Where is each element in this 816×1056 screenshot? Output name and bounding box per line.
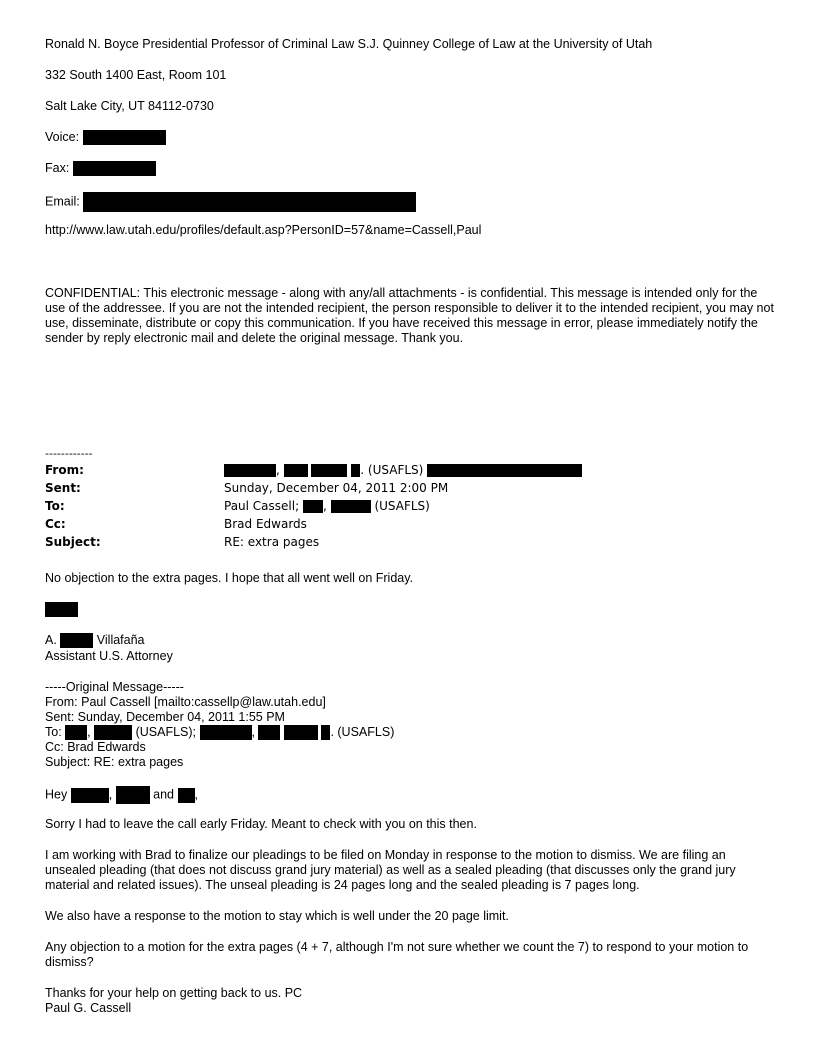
to-usafls: (USAFLS) [374, 499, 430, 513]
address-line-2: Salt Lake City, UT 84112-0730 [45, 99, 214, 113]
original-subject: Subject: RE: extra pages [45, 755, 184, 769]
redaction-block [116, 786, 150, 804]
sent-value: Sunday, December 04, 2011 2:00 PM [224, 481, 449, 495]
cc-value: Brad Edwards [224, 517, 307, 531]
signoff: Paul G. Cassell [45, 1001, 132, 1015]
to-label: To: [45, 499, 65, 513]
email-label: Email: [45, 194, 80, 209]
voice-label: Voice: [45, 130, 80, 144]
redaction-block [71, 788, 109, 803]
greeting-hey: Hey [45, 787, 68, 802]
original-message-divider: -----Original Message----- [45, 680, 184, 694]
redaction-block [83, 130, 166, 145]
redaction-block [224, 464, 276, 477]
redaction-block [427, 464, 582, 477]
original-to-usafls-2: . (USAFLS) [330, 725, 395, 739]
redaction-block [60, 633, 93, 648]
reply-signature-name [45, 633, 145, 648]
from-value: , . (USAFLS) [224, 463, 582, 477]
cc-label: Cc: [45, 517, 66, 531]
body-paragraph-1: Sorry I had to leave the call early Friday. Meant to check with you on this then. [45, 817, 477, 831]
fax-label: Fax: [45, 161, 70, 175]
redaction-block [351, 464, 360, 477]
redaction-block [303, 500, 323, 513]
confidential-notice: CONFIDENTIAL: This electronic message - along with any/all attachments - is confidential. This message is intended only for the use of the addressee. If you are not the intended recipient, the person responsible to deliver it to the intended recipient, you may not use, disseminate, distribute or copy this communication. If you have received this message in error, please immediately notify the sender by reply electronic mail and delete the original message. Thank you. [45, 286, 774, 345]
original-sent: Sent: Sunday, December 04, 2011 1:55 PM [45, 710, 285, 724]
redaction-block [45, 602, 78, 617]
redaction-block [331, 500, 371, 513]
email-line [45, 192, 416, 212]
original-to: To: , (USAFLS); , . (USAFLS) [45, 725, 395, 739]
to-value: Paul Cassell; , (USAFLS) [224, 499, 430, 513]
body-paragraph-2: I am working with Brad to finalize our pleadings to be filed on Monday in response to the motion to dismiss. We are filing an unsealed pleading (that does not discuss grand jury material) as well as a sealed pleading (that discusses only the grand jury material and related issues). The unseal pleading is 24 pages long and the sealed pleading is 7 pages long. [45, 848, 736, 892]
redaction-block [284, 464, 308, 477]
greeting-and: and [153, 787, 175, 802]
body-paragraph-5: Thanks for your help on getting back to us. PC [45, 986, 303, 1000]
to-recipient-1: Paul Cassell; [224, 499, 300, 513]
redaction-block [200, 725, 252, 740]
subject-value: RE: extra pages [224, 535, 320, 549]
body-paragraph-3: We also have a response to the motion to stay which is well under the 20 page limit. [45, 909, 509, 923]
reply-initials [45, 602, 78, 617]
reply-signature-title: Assistant U.S. Attorney [45, 649, 173, 663]
voice-line [45, 130, 166, 145]
redaction-block [73, 161, 156, 176]
greeting: Hey , and , [45, 786, 198, 804]
profile-url[interactable]: http://www.law.utah.edu/profiles/default.asp?PersonID=57&name=Cassell,Paul [45, 223, 482, 237]
sent-label: Sent: [45, 481, 81, 495]
sig-initial: A. [45, 633, 57, 647]
redaction-block [284, 725, 318, 740]
from-label: From: [45, 463, 84, 477]
from-usafls: . (USAFLS) [360, 463, 424, 477]
fax-line [45, 161, 156, 176]
body-paragraph-4: Any objection to a motion for the extra pages (4 + 7, although I'm not sure whether we count the 7) to respond to your motion to dismiss? [45, 940, 749, 969]
original-to-usafls-1: (USAFLS); [135, 725, 197, 739]
redaction-block [65, 725, 87, 740]
redaction-block [311, 464, 347, 477]
signature-title-line: Ronald N. Boyce Presidential Professor of Criminal Law S.J. Quinney College of Law at the University of Utah [45, 37, 653, 51]
redaction-block [94, 725, 132, 740]
redaction-block [178, 788, 195, 803]
redaction-block [258, 725, 280, 740]
separator: ------------ [45, 447, 93, 460]
redaction-block [83, 192, 416, 212]
subject-label: Subject: [45, 535, 101, 549]
sig-surname: Villafaña [96, 633, 145, 647]
original-cc: Cc: Brad Edwards [45, 740, 146, 754]
address-line-1: 332 South 1400 East, Room 101 [45, 68, 227, 82]
original-to-label: To: [45, 725, 62, 739]
original-from: From: Paul Cassell [mailto:cassellp@law.utah.edu] [45, 695, 326, 709]
reply-body: No objection to the extra pages. I hope that all went well on Friday. [45, 571, 414, 585]
